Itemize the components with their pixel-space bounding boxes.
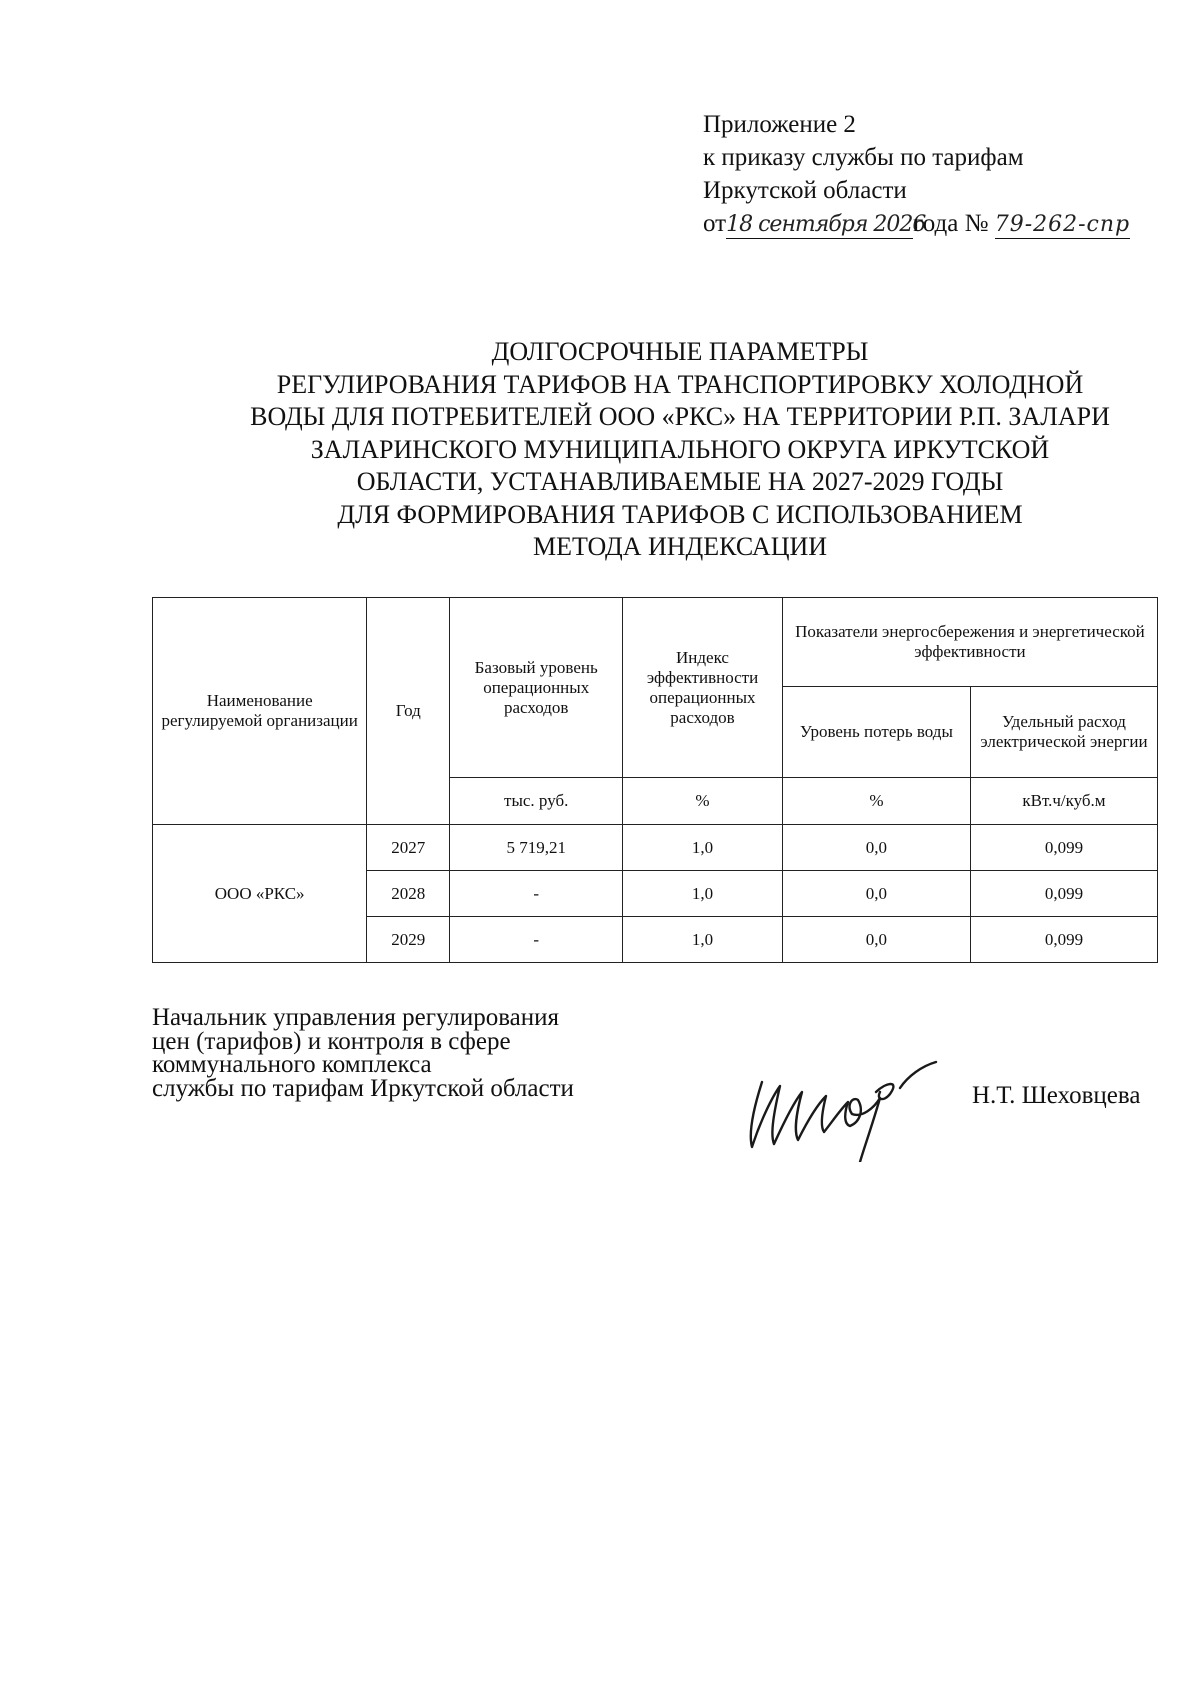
electricity-cell: 0,099 <box>970 825 1157 871</box>
organization-cell: ООО «РКС» <box>153 825 367 963</box>
header-water-loss: Уровень потерь воды <box>782 687 970 778</box>
unit-base-level: тыс. руб. <box>450 778 623 825</box>
water-loss-cell: 0,0 <box>782 917 970 963</box>
table-header-row <box>153 598 1158 687</box>
appendix-line-2: к приказу службы по тарифам <box>703 144 1024 171</box>
base-level-cell: - <box>450 917 623 963</box>
header-year: Год <box>367 598 450 825</box>
year-cell: 2029 <box>367 917 450 963</box>
appendix-line-3: Иркутской области <box>703 177 907 204</box>
title-line-5: ОБЛАСТИ, УСТАНАВЛИВАЕМЫЕ НА 2027-2029 ГОДЫ <box>356 467 1004 496</box>
header-org-name: Наименование регулируемой организации <box>153 598 367 825</box>
document-title <box>160 336 1200 564</box>
title-line-6: ДЛЯ ФОРМИРОВАНИЯ ТАРИФОВ С ИСПОЛЬЗОВАНИЕМ <box>337 499 1023 529</box>
date-prefix: от <box>703 210 727 237</box>
handwritten-order-number: 79-262-спр <box>994 212 1131 237</box>
table-row <box>153 825 1158 871</box>
electricity-cell: 0,099 <box>970 917 1157 963</box>
water-loss-cell: 0,0 <box>782 871 970 917</box>
title-line-4: ЗАЛАРИНСКОГО МУНИЦИПАЛЬНОГО ОКРУГА ИРКУТСКОЙ <box>310 434 1050 464</box>
appendix-line-1: Приложение 2 <box>703 111 856 138</box>
year-word: года № <box>913 210 989 237</box>
unit-efficiency-index: % <box>623 778 783 825</box>
title-line-7: МЕТОДА ИНДЕКСАЦИИ <box>532 532 828 561</box>
header-efficiency-index: Индекс эффективности операционных расходов <box>623 598 783 778</box>
signatory-position <box>152 1006 672 1100</box>
title-line-3: ВОДЫ ДЛЯ ПОТРЕБИТЕЛЕЙ ООО «РКС» НА ТЕРРИТОРИИ Р.П. ЗАЛАРИ <box>250 402 1110 431</box>
parameters-table <box>152 597 1158 963</box>
efficiency-index-cell: 1,0 <box>623 917 783 963</box>
electricity-cell: 0,099 <box>970 871 1157 917</box>
base-level-cell: - <box>450 871 623 917</box>
header-base-level: Базовый уровень операционных расходов <box>450 598 623 778</box>
handwritten-date: 18 сентября 2026 <box>726 212 926 237</box>
title-line-1: ДОЛГОСРОЧНЫЕ ПАРАМЕТРЫ <box>491 337 869 366</box>
title-line-2: РЕГУЛИРОВАНИЯ ТАРИФОВ НА ТРАНСПОРТИРОВКУ ХОЛОДНОЙ <box>276 369 1084 399</box>
handwritten-signature <box>740 1052 970 1162</box>
signatory-name: Н.Т. Шеховцева <box>972 1082 1141 1109</box>
header-energy-group: Показатели энергосбережения и энергетической эффективности <box>782 598 1157 687</box>
unit-water-loss: % <box>782 778 970 825</box>
unit-electricity: кВт.ч/куб.м <box>970 778 1157 825</box>
efficiency-index-cell: 1,0 <box>623 871 783 917</box>
signatory-line-2: цен (тарифов) и контроля в сфере <box>152 1027 511 1055</box>
water-loss-cell: 0,0 <box>782 825 970 871</box>
efficiency-index-cell: 1,0 <box>623 825 783 871</box>
header-electricity: Удельный расход электрической энергии <box>970 687 1157 778</box>
year-cell: 2028 <box>367 871 450 917</box>
appendix-date-line <box>703 207 1183 240</box>
signatory-line-3: коммунального комплекса <box>152 1051 432 1078</box>
signatory-line-1: Начальник управления регулирования <box>152 1004 560 1031</box>
base-level-cell: 5 719,21 <box>450 825 623 871</box>
signatory-line-4: службы по тарифам Иркутской области <box>152 1074 574 1102</box>
appendix-header <box>703 108 1183 240</box>
year-cell: 2027 <box>367 825 450 871</box>
